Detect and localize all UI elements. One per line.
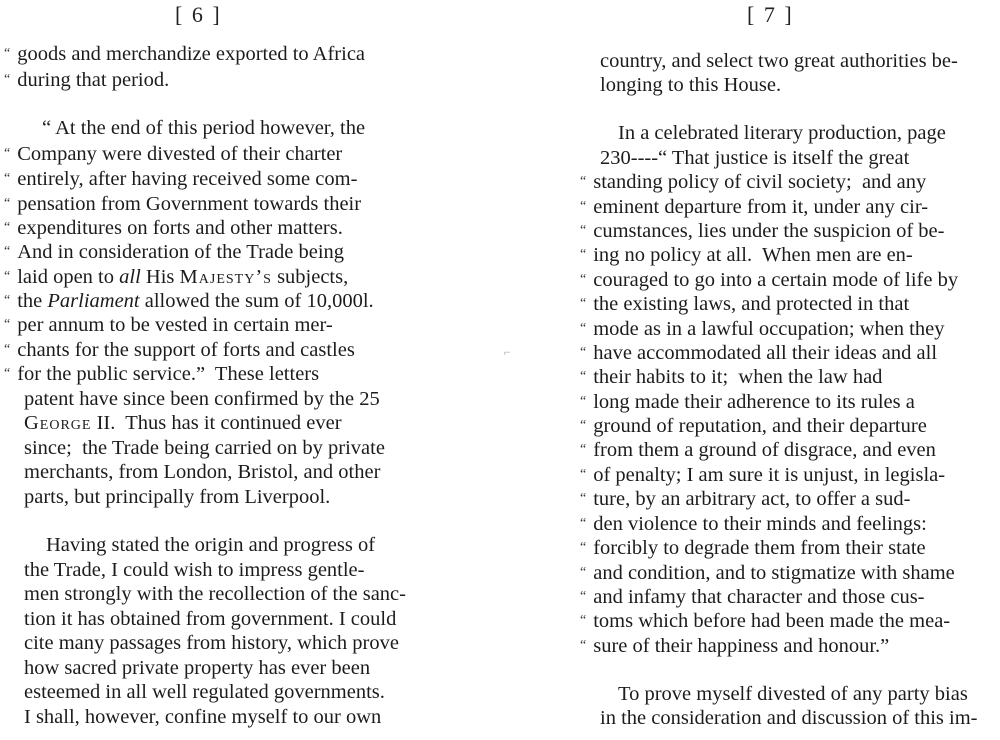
text-line	[580, 536, 926, 560]
quote-mark: “	[580, 418, 587, 433]
text-line	[24, 631, 399, 655]
line-text: allowed the sum of 10,000l.	[139, 290, 374, 312]
quote-mark: “	[580, 467, 587, 482]
text-line	[24, 680, 385, 704]
line-text: ture, by an arbitrary act, to offer a sud-	[593, 488, 911, 510]
text-line	[600, 49, 958, 73]
line-text: their habits to it; when the law had	[593, 366, 883, 388]
line-text: cite many passages from history, which prove	[24, 632, 399, 654]
line-text: parts, but principally from Liverpool.	[24, 486, 331, 508]
text-line	[4, 142, 342, 166]
quote-mark: “	[580, 369, 587, 384]
italic-text: all	[119, 266, 141, 288]
text-line	[580, 341, 937, 365]
line-text: and infamy that character and those cus-	[593, 586, 925, 608]
line-text: couraged to go into a certain mode of life by	[593, 269, 959, 291]
quote-mark: “	[580, 199, 587, 214]
text-line	[4, 167, 357, 191]
text-line	[580, 219, 944, 243]
quote-mark: “	[580, 296, 587, 311]
text-line	[580, 438, 936, 462]
quote-mark: “	[580, 516, 587, 531]
gutter-mark: ⌐	[504, 345, 511, 359]
quote-mark: “	[4, 171, 11, 186]
text-line	[24, 558, 364, 582]
line-text: in the consideration and discussion of this im-	[600, 707, 978, 729]
line-text: since; the Trade being carried on by private	[24, 437, 385, 459]
line-text: II. Thus has it continued ever	[91, 412, 342, 434]
text-line	[24, 582, 406, 606]
line-text: chants for the support of forts and castles	[17, 339, 355, 361]
text-line	[580, 390, 915, 414]
text-line	[580, 512, 927, 536]
text-line	[42, 116, 365, 140]
text-line	[4, 289, 374, 313]
text-line	[24, 607, 396, 631]
text-line	[4, 240, 344, 264]
quote-mark: “	[580, 491, 587, 506]
line-text: patent have since been confirmed by the 25	[24, 388, 380, 410]
line-text: tion it has obtained from government. I could	[24, 608, 397, 630]
line-text: ing no policy at all. When men are en-	[593, 244, 913, 266]
text-line	[4, 362, 319, 386]
line-text: den violence to their minds and feelings:	[593, 513, 927, 535]
text-line	[580, 170, 926, 194]
text-line	[4, 192, 361, 216]
quote-mark: “	[4, 72, 11, 87]
line-text: “ At the end of this period however, the	[42, 117, 366, 139]
line-text: I shall, however, confine myself to our own	[24, 706, 382, 728]
text-line	[24, 705, 381, 729]
text-line	[580, 292, 909, 316]
line-text: from them a ground of disgrace, and even	[593, 439, 936, 461]
line-text: pensation from Government towards their	[17, 193, 362, 215]
text-line	[24, 460, 380, 484]
text-line	[580, 414, 927, 438]
line-text: for the public service.” These letters	[17, 363, 320, 385]
line-text: ground of reputation, and their departure	[593, 415, 927, 437]
quote-mark: “	[4, 342, 11, 357]
text-line	[618, 121, 946, 145]
line-text: In a celebrated literary production, page	[618, 122, 946, 144]
quote-mark: “	[580, 223, 587, 238]
text-line	[580, 609, 950, 633]
quote-mark: “	[580, 540, 587, 555]
text-line	[580, 634, 889, 658]
text-line	[46, 533, 375, 557]
text-line	[580, 487, 910, 511]
quote-mark: “	[580, 638, 587, 653]
quote-mark: “	[580, 613, 587, 628]
quote-mark: “	[580, 247, 587, 262]
line-text: how sacred private property has ever been	[24, 657, 371, 679]
line-text: And in consideration of the Trade being	[17, 241, 345, 263]
text-line	[580, 585, 925, 609]
text-line	[580, 195, 928, 219]
line-text: have accommodated all their ideas and all	[593, 342, 938, 364]
page-gutter	[498, 0, 528, 740]
text-line	[24, 387, 380, 411]
line-text: longing to this House.	[600, 74, 782, 96]
line-text: long made their adherence to its rules a	[593, 391, 915, 413]
line-text: Having stated the origin and progress of	[46, 534, 376, 556]
quote-mark: “	[580, 565, 587, 580]
small-caps-text: George	[24, 412, 92, 434]
text-line	[4, 68, 169, 92]
line-text: cumstances, lies under the suspicion of be-	[593, 220, 945, 242]
italic-text: Parliament	[47, 290, 140, 312]
line-text: His	[140, 266, 180, 288]
line-text: goods and merchandize exported to Africa	[17, 43, 366, 65]
line-text: esteemed in all well regulated governments.	[24, 681, 385, 703]
line-text: during that period.	[17, 69, 170, 91]
text-line	[580, 463, 945, 487]
quote-mark: “	[4, 293, 11, 308]
line-text: men strongly with the recollection of the sanc-	[24, 583, 406, 605]
text-line	[600, 146, 909, 170]
line-text: sure of their happiness and honour.”	[593, 635, 890, 657]
quote-mark: “	[4, 196, 11, 211]
quote-mark: “	[580, 174, 587, 189]
text-line	[580, 317, 944, 341]
text-line	[600, 706, 978, 730]
page-number-left: [ 6 ]	[175, 2, 222, 27]
line-text: Company were divested of their charter	[17, 143, 343, 165]
line-text: 230----“ That justice is itself the great	[600, 147, 910, 169]
line-text: the	[17, 290, 48, 312]
quote-mark: “	[580, 442, 587, 457]
text-line	[4, 216, 343, 240]
line-text: mode as in a lawful occupation; when they	[593, 318, 945, 340]
line-text: forcibly to degrade them from their state	[593, 537, 926, 559]
quote-mark: “	[580, 589, 587, 604]
line-text: eminent departure from it, under any cir-	[593, 196, 929, 218]
text-line	[24, 485, 330, 509]
line-text: the Trade, I could wish to impress gentle-	[24, 559, 365, 581]
quote-mark: “	[4, 244, 11, 259]
quote-mark: “	[4, 317, 11, 332]
quote-mark: “	[4, 269, 11, 284]
quote-mark: “	[4, 220, 11, 235]
line-text: standing policy of civil society; and any	[593, 171, 927, 193]
line-text: of penalty; I am sure it is unjust, in legisla-	[593, 464, 946, 486]
text-line	[580, 268, 958, 292]
quote-mark: “	[580, 321, 587, 336]
text-line	[24, 656, 370, 680]
text-line	[4, 42, 365, 66]
quote-mark: “	[580, 345, 587, 360]
quote-mark: “	[4, 46, 11, 61]
text-line	[24, 411, 342, 435]
line-text: the existing laws, and protected in that	[593, 293, 910, 315]
line-text: and condition, and to stigmatize with shame	[593, 562, 955, 584]
text-line	[4, 265, 348, 289]
page-number-right: [ 7 ]	[747, 2, 794, 27]
line-text: toms which before had been made the mea-	[593, 610, 951, 632]
line-text: per annum to be vested in certain mer-	[17, 314, 333, 336]
quote-mark: “	[580, 272, 587, 287]
quote-mark: “	[4, 366, 11, 381]
line-text: laid open to	[17, 266, 120, 288]
text-line	[580, 365, 882, 389]
small-caps-text: Majesty’s	[179, 266, 272, 288]
quote-mark: “	[580, 394, 587, 409]
right-page	[540, 0, 1000, 740]
line-text: merchants, from London, Bristol, and other	[24, 461, 381, 483]
line-text: country, and select two great authorities be-	[600, 50, 958, 72]
text-line	[600, 73, 781, 97]
line-text: entirely, after having received some com-	[17, 168, 358, 190]
text-line	[4, 313, 333, 337]
line-text: subjects,	[271, 266, 349, 288]
text-line	[580, 243, 913, 267]
line-text: expenditures on forts and other matters.	[17, 217, 343, 239]
line-text: To prove myself divested of any party bias	[618, 683, 968, 705]
text-line	[580, 561, 955, 585]
quote-mark: “	[4, 146, 11, 161]
text-line	[4, 338, 355, 362]
text-line	[618, 682, 968, 706]
text-line	[24, 436, 385, 460]
